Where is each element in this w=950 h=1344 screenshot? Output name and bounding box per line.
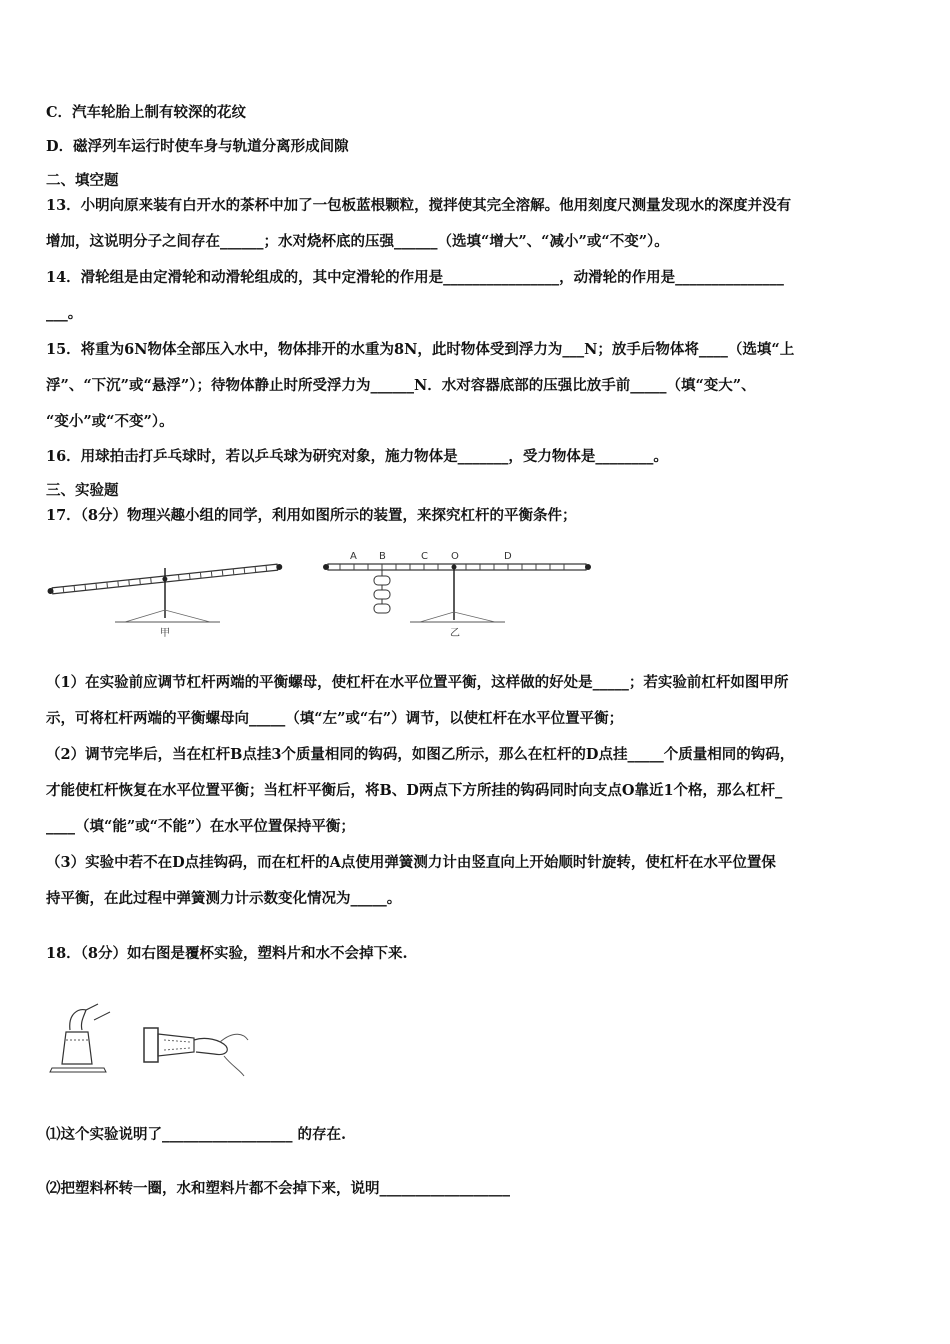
point-label-a: A (350, 551, 357, 562)
q13-line-1: 13．小明向原来装有白开水的茶杯中加了一包板蓝根颗粒，搅拌使其完全溶解。他用刻度尺测量发现水的深度并没有 (46, 197, 792, 214)
lever-figure-yi (320, 540, 595, 640)
option-d: D．磁浮列车运行时使车身与轨道分离形成间隙 (46, 138, 349, 155)
cup-upright-illustration (50, 1004, 110, 1072)
q17-part1-line-1: （1）在实验前应调节杠杆两端的平衡螺母，使杠杆在水平位置平衡，这样做的好处是_____；若实验前杠杆如图甲所 (46, 674, 789, 691)
q17-part3-line-1: （3）实验中若不在D点挂钩码，而在杠杆的A点使用弹簧测力计由竖直向上开始顺时针旋转，使杠杆在水平位置保 (46, 854, 776, 871)
q18-intro: 18．（8分）如右图是覆杯实验，塑料片和水不会掉下来. (46, 945, 408, 962)
q14-line-1: 14．滑轮组是由定滑轮和动滑轮组成的，其中定滑轮的作用是________________，动滑轮的作用是_______________ (46, 269, 784, 286)
q17-part3-line-2: 持平衡，在此过程中弹簧测力计示数变化情况为_____。 (46, 890, 402, 907)
point-label-d: D (504, 551, 512, 562)
figure-label-yi: 乙 (450, 628, 460, 639)
q17-part2-line-1: （2）调节完毕后，当在杠杆B点挂3个质量相同的钩码，如图乙所示，那么在杠杆的D点挂_____个质量相同的钩码， (46, 746, 795, 763)
hanging-weights (374, 570, 390, 613)
option-c: C．汽车轮胎上制有较深的花纹 (46, 104, 247, 121)
section-title-fill-in: 二、填空题 (46, 172, 119, 189)
point-label-c: C (421, 551, 428, 562)
q15-line-2: 浮”、“下沉”或“悬浮”）；待物体静止时所受浮力为______N．水对容器底部的压强比放手前_____（填“变大”、 (46, 377, 756, 394)
q17-part2-line-3: ____（填“能”或“不能”）在水平位置保持平衡； (46, 818, 355, 835)
section-title-experiment: 三、实验题 (46, 482, 119, 499)
point-label-o: O (451, 551, 459, 562)
q17-part2-line-2: 才能使杠杆恢复在水平位置平衡；当杠杆平衡后，将B、D两点下方所挂的钩码同时向支点O靠近1个格，那么杠杆_ (46, 782, 783, 799)
inverted-cup-figure (44, 1000, 254, 1090)
figure-label-jia: 甲 (160, 628, 170, 639)
q15-line-3: “变小”或“不变”）。 (46, 413, 174, 430)
lever-figure-jia (40, 540, 290, 640)
q13-line-2: 增加，这说明分子之间存在______；水对烧杯底的压强______（选填“增大”、“减小”或“不变”）。 (46, 233, 669, 250)
q18-part1: ⑴这个实验说明了__________________ 的存在. (46, 1126, 347, 1143)
q15-line-1: 15．将重为6N物体全部压入水中，物体排开的水重为8N，此时物体受到浮力为___N；放手后物体将____（选填“上 (46, 341, 795, 358)
q16-line-1: 16．用球拍击打乒乓球时，若以乒乓球为研究对象，施力物体是_______，受力物体是________。 (46, 448, 668, 465)
q17-intro: 17．（8分）物理兴趣小组的同学，利用如图所示的装置，来探究杠杆的平衡条件； (46, 507, 577, 524)
q14-line-2: ___。 (46, 305, 83, 322)
cup-sideways-illustration (144, 1028, 248, 1076)
q17-part1-line-2: 示，可将杠杆两端的平衡螺母向_____（填“左”或“右”）调节，以使杠杆在水平位置平衡； (46, 710, 624, 727)
q18-part2: ⑵把塑料杯转一圈，水和塑料片都不会掉下来，说明__________________ (46, 1180, 510, 1197)
point-label-b: B (379, 551, 386, 562)
